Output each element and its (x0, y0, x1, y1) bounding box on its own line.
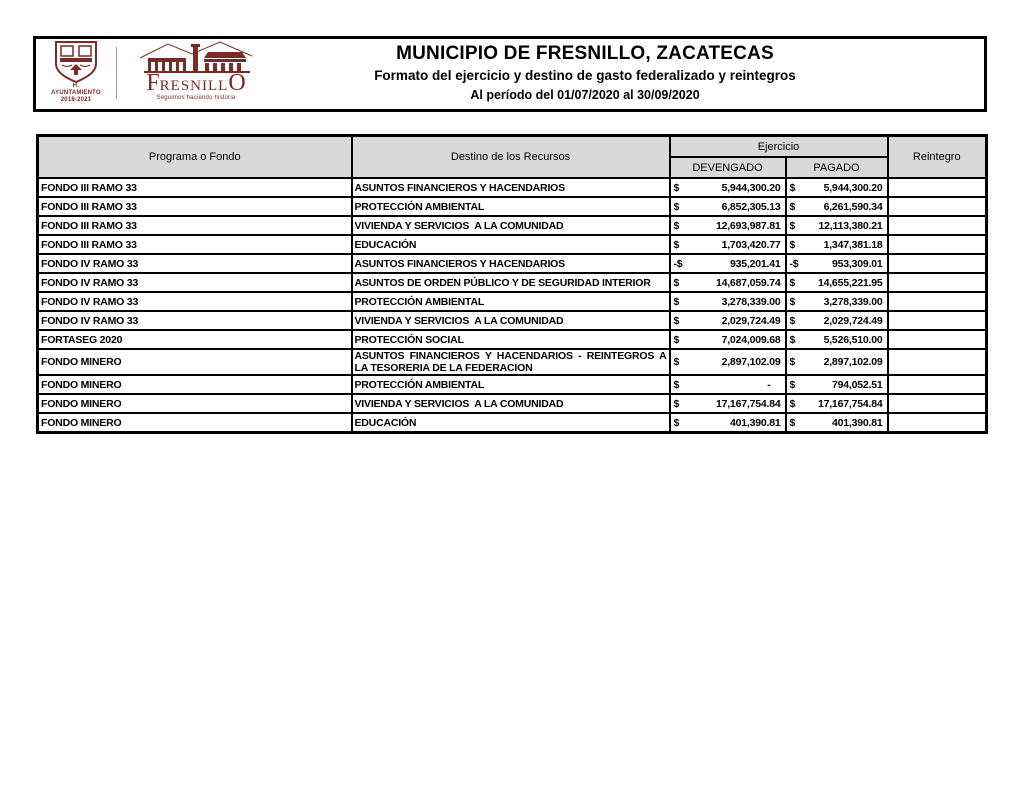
destino-cell: EDUCACIÓN (352, 413, 670, 433)
currency-sign: $ (673, 378, 680, 391)
currency-sign: $ (789, 295, 796, 308)
reintegro-cell (888, 178, 987, 197)
programa-cell: FONDO IV RAMO 33 (38, 292, 352, 311)
table-row (38, 254, 987, 273)
amount-value: 401,390.81 (831, 416, 883, 429)
report-table (36, 134, 988, 434)
table-body (38, 178, 987, 433)
currency-sign: $ (789, 276, 796, 289)
amount-value: 2,029,724.49 (823, 314, 883, 327)
currency-sign: $ (673, 333, 680, 346)
destino-cell: ASUNTOS DE ORDEN PÚBLICO Y DE SEGURIDAD INTERIOR (352, 273, 670, 292)
pagado-cell (786, 254, 888, 273)
amount-value: 14,687,059.74 (715, 276, 781, 289)
amount-value: 3,278,339.00 (823, 295, 883, 308)
pagado-cell (786, 413, 888, 433)
amount-value: 3,278,339.00 (721, 295, 781, 308)
currency-sign: $ (673, 314, 680, 327)
col-header-ejercicio: Ejercicio (670, 136, 888, 158)
amount-value: 2,029,724.49 (721, 314, 781, 327)
amount-value: 5,944,300.20 (823, 181, 883, 194)
crest-caption-line1: H. AYUNTAMIENTO (51, 83, 101, 96)
col-header-programa: Programa o Fondo (38, 136, 352, 179)
amount-value: 5,944,300.20 (721, 181, 781, 194)
table-row (38, 375, 987, 394)
col-header-pagado: PAGADO (786, 157, 888, 178)
destino-cell: ASUNTOS FINANCIEROS Y HACENDARIOS (352, 254, 670, 273)
devengado-cell (670, 216, 786, 235)
table-row (38, 273, 987, 292)
currency-sign: $ (789, 219, 796, 232)
destino-cell: PROTECCIÓN AMBIENTAL (352, 197, 670, 216)
currency-sign: $ (673, 416, 680, 429)
title-block (186, 39, 984, 109)
devengado-cell (670, 273, 786, 292)
reintegro-cell (888, 413, 987, 433)
currency-sign: $ (673, 200, 680, 213)
pagado-cell (786, 197, 888, 216)
destino-cell: EDUCACIÓN (352, 235, 670, 254)
devengado-cell (670, 235, 786, 254)
destino-cell: VIVIENDA Y SERVICIOS A LA COMUNIDAD (352, 216, 670, 235)
logo-divider (116, 47, 117, 99)
currency-sign: $ (789, 416, 796, 429)
fresnillo-tagline: Seguimos haciendo historia (156, 95, 236, 101)
table-row (38, 394, 987, 413)
pagado-cell (786, 311, 888, 330)
reintegro-cell (888, 292, 987, 311)
amount-value: 1,703,420.77 (721, 238, 781, 251)
destino-cell: PROTECCIÓN AMBIENTAL (352, 375, 670, 394)
table-row (38, 197, 987, 216)
reintegro-cell (888, 349, 987, 375)
devengado-cell (670, 292, 786, 311)
currency-sign: $ (789, 200, 796, 213)
currency-sign: $ (673, 238, 680, 251)
pagado-cell (786, 375, 888, 394)
devengado-cell (670, 394, 786, 413)
crest-caption-line2: 2018-2021 (60, 97, 92, 103)
currency-sign: $ (789, 356, 796, 368)
programa-cell: FONDO III RAMO 33 (38, 197, 352, 216)
table-header (38, 136, 987, 179)
page-subtitle: Formato del ejercicio y destino de gasto federalizado y reintegros (374, 68, 796, 83)
amount-value: 17,167,754.84 (715, 397, 781, 410)
currency-sign: $ (789, 314, 796, 327)
reintegro-cell (888, 330, 987, 349)
devengado-cell (670, 375, 786, 394)
municipal-crest-icon (48, 41, 104, 83)
amount-value: 2,897,102.09 (823, 356, 883, 368)
reintegro-cell (888, 197, 987, 216)
pagado-cell (786, 330, 888, 349)
pagado-cell (786, 292, 888, 311)
currency-sign: $ (673, 397, 680, 410)
table-row (38, 311, 987, 330)
reintegro-cell (888, 254, 987, 273)
programa-cell: FONDO IV RAMO 33 (38, 254, 352, 273)
currency-sign: $ (789, 181, 796, 194)
document-header (33, 36, 987, 112)
amount-value: 5,526,510.00 (823, 333, 883, 346)
amount-value: 953,309.01 (831, 257, 883, 270)
currency-sign: $ (789, 397, 796, 410)
pagado-cell (786, 178, 888, 197)
reintegro-cell (888, 394, 987, 413)
programa-cell: FORTASEG 2020 (38, 330, 352, 349)
pagado-cell (786, 235, 888, 254)
programa-cell: FONDO III RAMO 33 (38, 178, 352, 197)
col-header-reintegro: Reintegro (888, 136, 987, 179)
destino-cell: PROTECCIÓN AMBIENTAL (352, 292, 670, 311)
amount-value: - (767, 378, 771, 391)
pagado-cell (786, 394, 888, 413)
reintegro-cell (888, 375, 987, 394)
devengado-cell (670, 197, 786, 216)
fresnillo-wordmark: FRESNILLO (146, 70, 246, 96)
devengado-cell (670, 254, 786, 273)
municipal-crest (48, 41, 104, 104)
col-header-destino: Destino de los Recursos (352, 136, 670, 179)
programa-cell: FONDO MINERO (38, 413, 352, 433)
destino-cell: PROTECCIÓN SOCIAL (352, 330, 670, 349)
currency-sign: $ (789, 238, 796, 251)
pagado-cell (786, 273, 888, 292)
destino-cell: ASUNTOS FINANCIEROS Y HACENDARIOS - REINTEGROS A LA TESORERIA DE LA FEDERACION (352, 349, 670, 375)
currency-sign: $ (789, 378, 796, 391)
amount-value: 401,390.81 (729, 416, 781, 429)
reintegro-cell (888, 311, 987, 330)
amount-value: 6,261,590.34 (823, 200, 883, 213)
table-row (38, 330, 987, 349)
destino-cell: VIVIENDA Y SERVICIOS A LA COMUNIDAD (352, 394, 670, 413)
pagado-cell (786, 216, 888, 235)
devengado-cell (670, 349, 786, 375)
devengado-cell (670, 311, 786, 330)
table-row (38, 235, 987, 254)
pagado-cell (786, 349, 888, 375)
amount-value: 17,167,754.84 (817, 397, 883, 410)
table-row (38, 292, 987, 311)
amount-value: 14,655,221.95 (817, 276, 883, 289)
destino-cell: VIVIENDA Y SERVICIOS A LA COMUNIDAD (352, 311, 670, 330)
col-header-devengado: DEVENGADO (670, 157, 786, 178)
table-row (38, 349, 987, 375)
currency-sign: $ (789, 333, 796, 346)
programa-cell: FONDO MINERO (38, 349, 352, 375)
amount-value: 2,897,102.09 (721, 356, 781, 368)
currency-sign: -$ (789, 257, 799, 270)
currency-sign: -$ (673, 257, 683, 270)
programa-cell: FONDO MINERO (38, 375, 352, 394)
table-row (38, 216, 987, 235)
table-row (38, 413, 987, 433)
programa-cell: FONDO III RAMO 33 (38, 216, 352, 235)
amount-value: 6,852,305.13 (721, 200, 781, 213)
currency-sign: $ (673, 181, 680, 194)
devengado-cell (670, 330, 786, 349)
amount-value: 1,347,381.18 (823, 238, 883, 251)
currency-sign: $ (673, 276, 680, 289)
table-row (38, 178, 987, 197)
amount-value: 7,024,009.68 (721, 333, 781, 346)
reintegro-cell (888, 273, 987, 292)
currency-sign: $ (673, 219, 680, 232)
amount-value: 12,113,380.21 (818, 219, 883, 232)
programa-cell: FONDO IV RAMO 33 (38, 273, 352, 292)
currency-sign: $ (673, 356, 680, 368)
programa-cell: FONDO III RAMO 33 (38, 235, 352, 254)
amount-value: 12,693,987.81 (715, 219, 781, 232)
amount-value: 935,201.41 (729, 257, 781, 270)
report-period: Al período del 01/07/2020 al 30/09/2020 (470, 88, 700, 102)
page-title: MUNICIPIO DE FRESNILLO, ZACATECAS (396, 43, 774, 64)
programa-cell: FONDO MINERO (38, 394, 352, 413)
reintegro-cell (888, 235, 987, 254)
amount-value: 794,052.51 (831, 378, 883, 391)
reintegro-cell (888, 216, 987, 235)
devengado-cell (670, 413, 786, 433)
devengado-cell (670, 178, 786, 197)
destino-cell: ASUNTOS FINANCIEROS Y HACENDARIOS (352, 178, 670, 197)
currency-sign: $ (673, 295, 680, 308)
programa-cell: FONDO IV RAMO 33 (38, 311, 352, 330)
